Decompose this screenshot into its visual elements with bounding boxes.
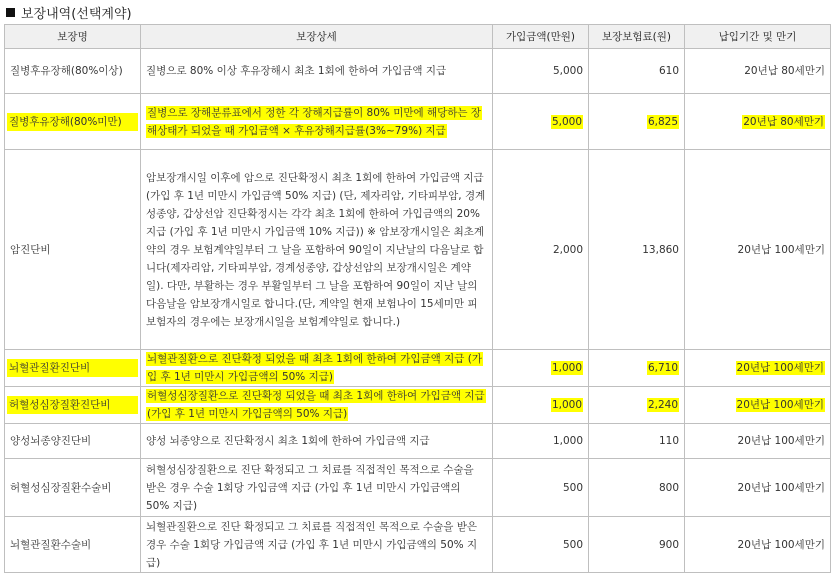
section-title bbox=[4, 0, 132, 24]
period-value: 20년납 80세만기 bbox=[744, 65, 825, 77]
premium-value: 800 bbox=[658, 481, 679, 494]
period-value: 20년납 100세만기 bbox=[737, 243, 825, 256]
col-header-period: 납입기간 및 만기 bbox=[685, 25, 831, 49]
period-cell bbox=[685, 150, 831, 350]
coverage-name: 양성뇌종양진단비 bbox=[10, 435, 92, 447]
coverage-name: 질병후유장해(80%미만) bbox=[7, 113, 138, 131]
col-header-detail: 보장상세 bbox=[141, 25, 493, 49]
period-value: 20년납 100세만기 bbox=[736, 399, 824, 411]
table-row bbox=[5, 350, 831, 387]
coverage-name-cell bbox=[5, 150, 141, 350]
coverage-name-cell bbox=[5, 387, 141, 424]
premium-cell bbox=[589, 459, 685, 517]
amount-value: 1,000 bbox=[551, 399, 582, 411]
premium-cell bbox=[589, 517, 685, 573]
premium-cell bbox=[589, 350, 685, 387]
coverage-name-cell bbox=[5, 424, 141, 459]
coverage-detail: 허혈성심장질환으로 진단 확정되고 그 치료를 직접적인 목적으로 수술을 받은 경우 수술 1회당 가입금액 지급 (가입 후 1년 미만시 가입금액의 50% 지급) bbox=[146, 463, 474, 512]
period-cell bbox=[685, 94, 831, 150]
period-cell bbox=[685, 517, 831, 573]
coverage-name: 허혈성심장질환수술비 bbox=[10, 481, 112, 494]
table-row bbox=[5, 94, 831, 150]
coverage-detail: 뇌혈관질환으로 진단 확정되고 그 치료를 직접적인 목적으로 수술을 받은 경우 수술 1회당 가입금액 지급 (가입 후 1년 미만시 가입금액의 50% 지급) bbox=[146, 520, 478, 569]
amount-value: 500 bbox=[562, 538, 583, 551]
amount-value: 5,000 bbox=[551, 115, 582, 128]
coverage-detail: 허혈성심장질환으로 진단확정 되었을 때 최초 1회에 한하여 가입금액 지급 (가입 후 1년 미만시 가입금액의 50% 지급) bbox=[147, 390, 485, 420]
amount-cell bbox=[493, 94, 589, 150]
coverage-name-cell bbox=[5, 350, 141, 387]
premium-value: 900 bbox=[658, 538, 679, 551]
period-value: 20년납 100세만기 bbox=[737, 481, 825, 494]
amount-cell bbox=[493, 350, 589, 387]
coverage-name: 뇌혈관질환진단비 bbox=[7, 359, 138, 377]
period-cell bbox=[685, 387, 831, 424]
amount-value: 500 bbox=[562, 481, 583, 494]
period-cell bbox=[685, 459, 831, 517]
amount-cell bbox=[493, 150, 589, 350]
coverage-detail: 양성 뇌종양으로 진단확정시 최초 1회에 한하여 가입금액 지급 bbox=[146, 435, 430, 447]
period-value: 20년납 100세만기 bbox=[736, 362, 824, 374]
coverage-name: 암진단비 bbox=[10, 243, 51, 256]
premium-cell bbox=[589, 94, 685, 150]
premium-cell bbox=[589, 387, 685, 424]
section-title-text: 보장내역(선택계약) bbox=[21, 6, 132, 22]
coverage-detail-cell bbox=[141, 424, 493, 459]
amount-value: 1,000 bbox=[552, 435, 583, 447]
premium-value: 110 bbox=[658, 435, 679, 447]
coverage-name: 뇌혈관질환수술비 bbox=[10, 538, 92, 551]
coverage-detail: 질병으로 장해분류표에서 정한 각 장해지급률이 80% 미만에 해당하는 장해상태가 되었을 때 가입금액 × 후유장해지급률(3%~79%) 지급 bbox=[147, 106, 482, 137]
coverage-name-cell bbox=[5, 94, 141, 150]
premium-cell bbox=[589, 150, 685, 350]
amount-cell bbox=[493, 49, 589, 94]
amount-value: 5,000 bbox=[552, 65, 583, 77]
period-value: 20년납 80세만기 bbox=[743, 115, 824, 128]
coverage-detail-cell bbox=[141, 387, 493, 424]
premium-value: 13,860 bbox=[642, 243, 679, 256]
amount-value: 2,000 bbox=[552, 243, 583, 256]
coverage-detail-cell bbox=[141, 350, 493, 387]
period-cell bbox=[685, 49, 831, 94]
amount-cell bbox=[493, 459, 589, 517]
table-row bbox=[5, 49, 831, 94]
coverage-name: 허혈성심장질환진단비 bbox=[7, 396, 138, 414]
table-row bbox=[5, 517, 831, 573]
coverage-detail: 암보장개시일 이후에 암으로 진단확정시 최초 1회에 한하여 가입금액 지급 (가입 후 1년 미만시 가입금액 50% 지급) (단, 제자리암, 기타피부암, 경계성종양, 갑상선암 진단확정시는 각각 최초 1회에 한하여 가입금액의 20% 지급 (가입 후 1년 미만시 가입금액 10% 지급)) ※ 암보장개시일은 최초계약의 경우 보험계약일부터 그 날을 포함하여 90일이 지난날의 다음날로 합니다(제자리암, 기타피부암, 경계성종양, 갑상선암의 보장개시일은 계약일). 다만, 부활하는 경우 부활일부터 그 날을 포함하여 90일이 지난 날의 다음날을 암보장개시일로 합니다.(단, 계약일 현재 보험나이 15세미만 피보험자의 경우에는 보장개시일을 보험계약일로 합니다.) bbox=[146, 171, 486, 328]
period-cell bbox=[685, 350, 831, 387]
table-row bbox=[5, 459, 831, 517]
col-header-name: 보장명 bbox=[5, 25, 141, 49]
premium-value: 610 bbox=[658, 65, 679, 77]
period-cell bbox=[685, 424, 831, 459]
coverage-detail: 뇌혈관질환으로 진단확정 되었을 때 최초 1회에 한하여 가입금액 지급 (가입 후 1년 미만시 가입금액의 50% 지급) bbox=[147, 353, 482, 383]
square-bullet-icon bbox=[6, 8, 15, 17]
coverage-name-cell bbox=[5, 49, 141, 94]
premium-value: 6,710 bbox=[647, 362, 678, 374]
coverage-table bbox=[4, 24, 831, 573]
col-header-amount: 가입금액(만원) bbox=[493, 25, 589, 49]
premium-cell bbox=[589, 424, 685, 459]
premium-cell bbox=[589, 49, 685, 94]
coverage-detail-cell bbox=[141, 150, 493, 350]
period-value: 20년납 100세만기 bbox=[737, 435, 825, 447]
coverage-detail-cell bbox=[141, 94, 493, 150]
coverage-detail-cell bbox=[141, 517, 493, 573]
premium-value: 6,825 bbox=[647, 115, 678, 128]
period-value: 20년납 100세만기 bbox=[737, 538, 825, 551]
table-row bbox=[5, 387, 831, 424]
coverage-detail: 질병으로 80% 이상 후유장해시 최초 1회에 한하여 가입금액 지급 bbox=[146, 65, 447, 77]
amount-cell bbox=[493, 517, 589, 573]
coverage-detail-cell bbox=[141, 459, 493, 517]
col-header-premium: 보장보험료(원) bbox=[589, 25, 685, 49]
table-row bbox=[5, 424, 831, 459]
amount-cell bbox=[493, 424, 589, 459]
amount-cell bbox=[493, 387, 589, 424]
coverage-name: 질병후유장해(80%이상) bbox=[10, 65, 123, 77]
coverage-detail-cell bbox=[141, 49, 493, 94]
coverage-name-cell bbox=[5, 517, 141, 573]
table-row bbox=[5, 150, 831, 350]
table-header-row bbox=[5, 25, 831, 49]
coverage-name-cell bbox=[5, 459, 141, 517]
premium-value: 2,240 bbox=[647, 399, 678, 411]
amount-value: 1,000 bbox=[551, 362, 582, 374]
